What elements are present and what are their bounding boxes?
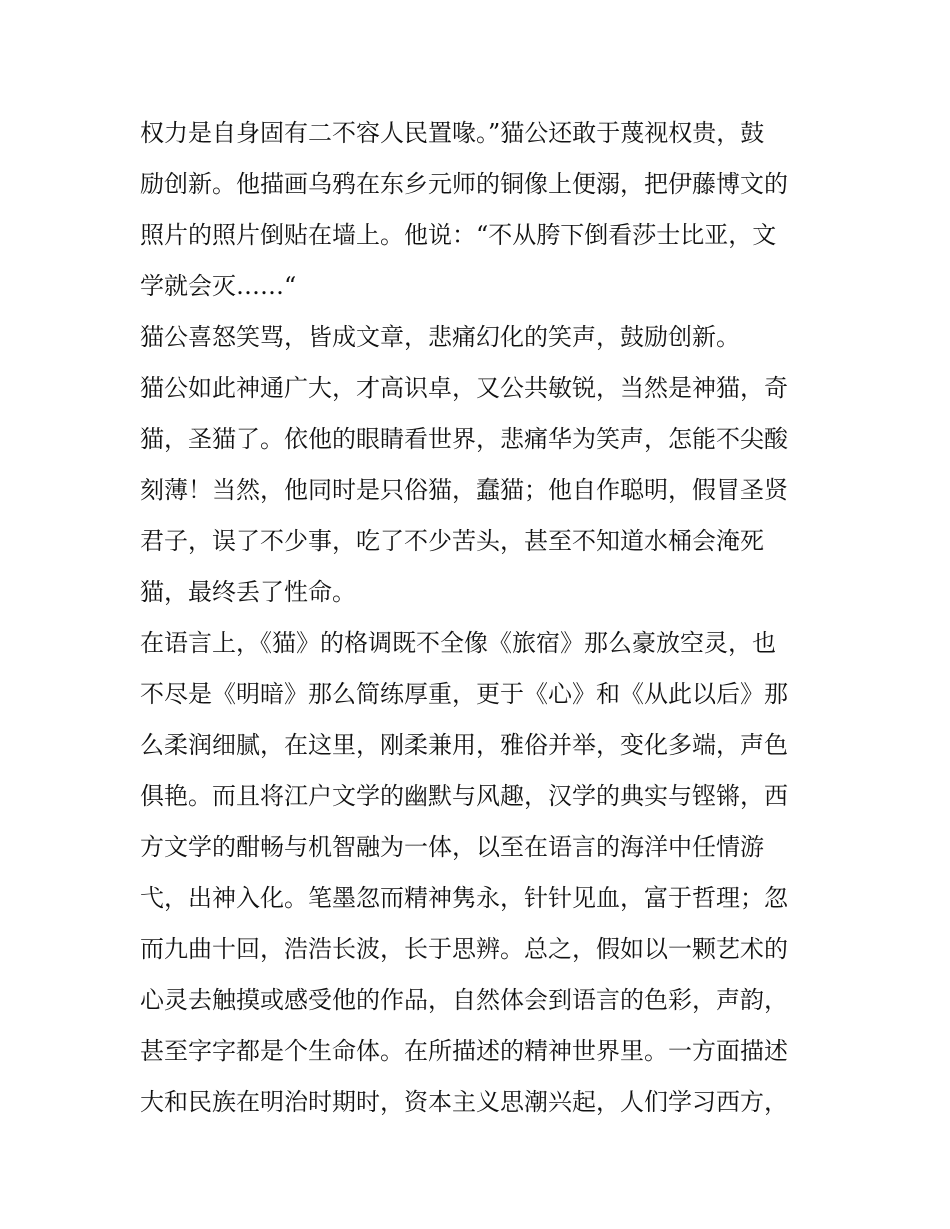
text-line: 大和民族在明治时期时，资本主义思潮兴起，人们学习西方， bbox=[140, 1088, 788, 1116]
text-line: 甚至字字都是个生命体。在所描述的精神世界里。一方面描述 bbox=[140, 1037, 788, 1065]
text-line: 猫，最终丢了性命。 bbox=[140, 578, 356, 606]
text-line: 励创新。他描画乌鸦在东乡元师的铜像上便溺，把伊藤博文的 bbox=[140, 170, 788, 198]
text-line: 不尽是《明暗》那么简练厚重，更于《心》和《从此以后》那 bbox=[140, 680, 788, 708]
text-line: 在语言上，《猫》的格调既不全像《旅宿》那么豪放空灵，也 bbox=[140, 629, 776, 657]
text-line: 而九曲十回，浩浩长波，长于思辨。总之，假如以一颗艺术的 bbox=[140, 935, 788, 963]
body-text bbox=[140, 108, 820, 1128]
text-line: 弋，出神入化。笔墨忽而精神隽永，针针见血，富于哲理；忽 bbox=[140, 884, 788, 912]
text-line: 刻薄！当然，他同时是只俗猫，蠢猫；他自作聪明，假冒圣贤 bbox=[140, 476, 788, 504]
text-line: 猫公如此神通广大，才高识卓，又公共敏锐，当然是神猫，奇 bbox=[140, 374, 788, 402]
text-line: 方文学的酣畅与机智融为一体，以至在语言的海洋中任情游 bbox=[140, 833, 764, 861]
text-line: 学就会灭……“ bbox=[140, 272, 297, 300]
text-line: 猫，圣猫了。依他的眼睛看世界，悲痛华为笑声，怎能不尖酸 bbox=[140, 425, 788, 453]
text-line: 么柔润细腻，在这里，刚柔兼用，雅俗并举，变化多端，声色 bbox=[140, 731, 788, 759]
text-line: 权力是自身固有二不容人民置喙。”猫公还敢于蔑视权贵，鼓 bbox=[140, 119, 765, 147]
text-line: 照片的照片倒贴在墙上。他说：“不从胯下倒看莎士比亚，文 bbox=[140, 221, 777, 249]
text-line: 心灵去触摸或感受他的作品，自然体会到语言的色彩，声韵， bbox=[140, 986, 788, 1014]
text-line: 猫公喜怒笑骂，皆成文章，悲痛幻化的笑声，鼓励创新。 bbox=[140, 323, 740, 351]
text-line: 俱艳。而且将江户文学的幽默与风趣，汉学的典实与铿锵，西 bbox=[140, 782, 788, 810]
text-line: 君子，误了不少事，吃了不少苦头，甚至不知道水桶会淹死 bbox=[140, 527, 764, 555]
